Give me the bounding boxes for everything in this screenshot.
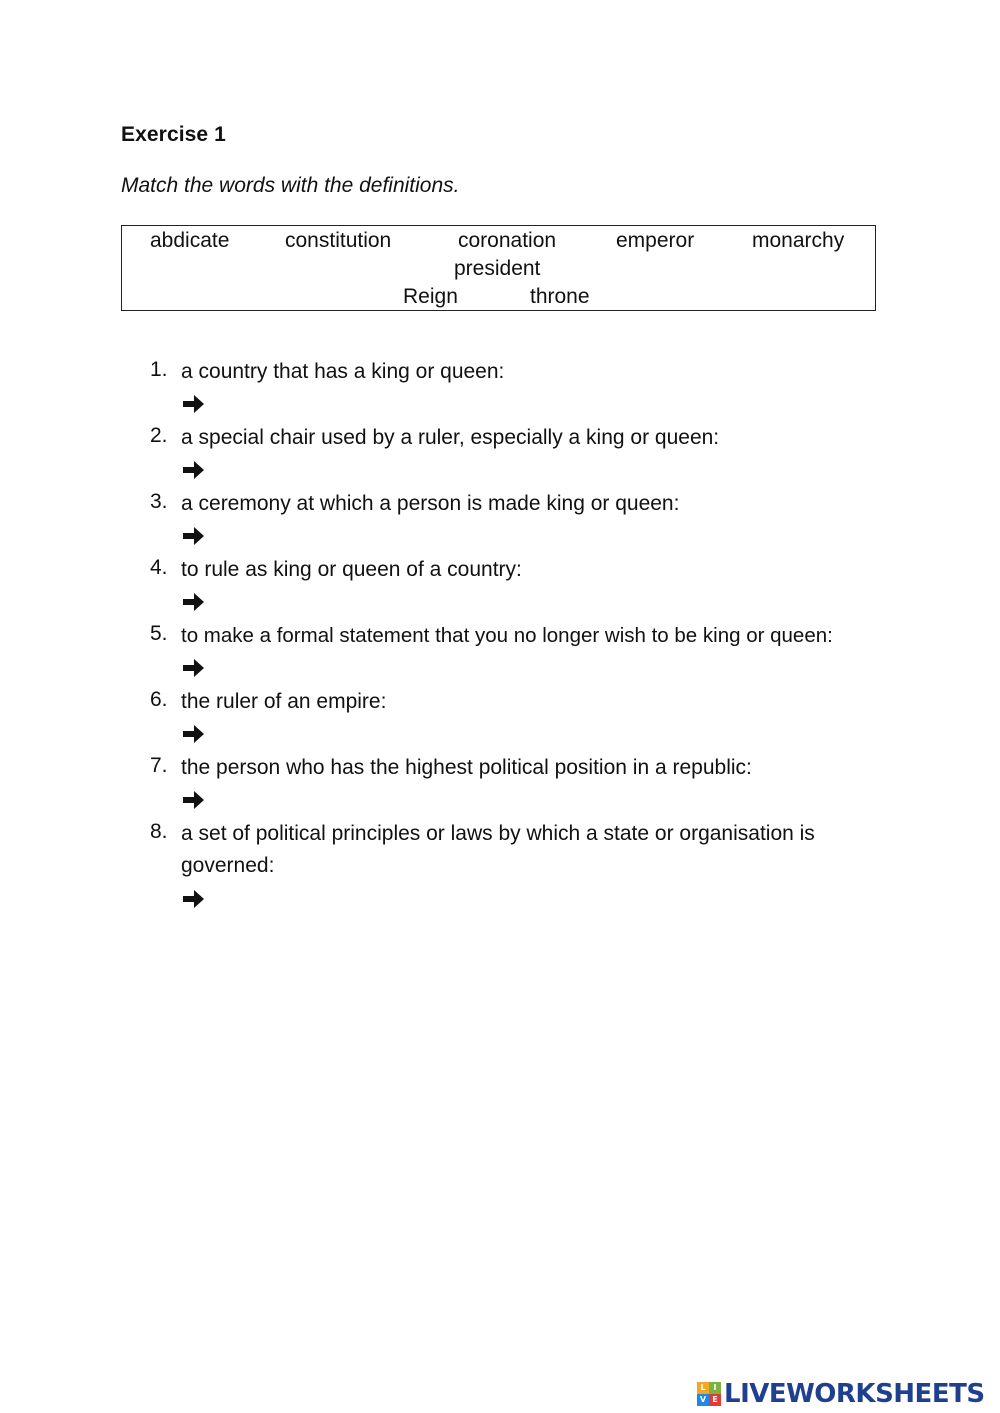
exercise-instruction: Match the words with the definitions. [121, 174, 460, 197]
definition-text: to make a formal statement that you no longer wish to be king or queen: [181, 624, 833, 647]
logo-mark [697, 1382, 721, 1406]
definition-text: to rule as king or queen of a country: [181, 558, 522, 581]
arrow-right-icon [181, 888, 205, 910]
word-bank-item: throne [530, 285, 590, 308]
definition-text: a special chair used by a ruler, especially a king or queen: [181, 426, 720, 449]
definition-text: the person who has the highest political position in a republic: [181, 756, 752, 779]
word-bank-item: constitution [285, 229, 392, 252]
word-bank-item: Reign [403, 285, 458, 308]
word-bank-item: monarchy [752, 229, 845, 252]
arrow-right-icon [181, 525, 205, 547]
arrow-right-icon [181, 657, 205, 679]
logo-text: LIVEWORKSHEETS [724, 1379, 985, 1409]
arrow-right-icon [181, 723, 205, 745]
word-bank-item: president [454, 257, 541, 280]
logo-mark-letter: E [709, 1394, 721, 1406]
arrow-right-icon [181, 393, 205, 415]
arrow-right-icon [181, 591, 205, 613]
exercise-title: Exercise 1 [121, 123, 226, 146]
definition-number: 7. [150, 754, 168, 777]
logo-mark-letter: I [709, 1382, 721, 1394]
definition-number: 6. [150, 688, 168, 711]
arrow-right-icon [181, 789, 205, 811]
word-bank-item: coronation [458, 229, 557, 252]
logo-mark-letter: L [697, 1382, 709, 1394]
definition-number: 5. [150, 622, 168, 645]
liveworksheets-logo [697, 1378, 985, 1410]
word-bank-item: abdicate [150, 229, 230, 252]
definition-number: 8. [150, 820, 168, 843]
arrow-right-icon [181, 459, 205, 481]
definition-number: 2. [150, 424, 168, 447]
word-bank-item: emperor [616, 229, 695, 252]
definition-number: 4. [150, 556, 168, 579]
logo-mark-letter: V [697, 1394, 709, 1406]
definition-text: the ruler of an empire: [181, 690, 387, 713]
definition-text: a set of political principles or laws by which a state or organisation is governed: [181, 822, 815, 877]
definition-number: 1. [150, 358, 168, 381]
definition-text: a country that has a king or queen: [181, 360, 505, 383]
definition-number: 3. [150, 490, 168, 513]
definition-text: a ceremony at which a person is made king or queen: [181, 492, 680, 515]
